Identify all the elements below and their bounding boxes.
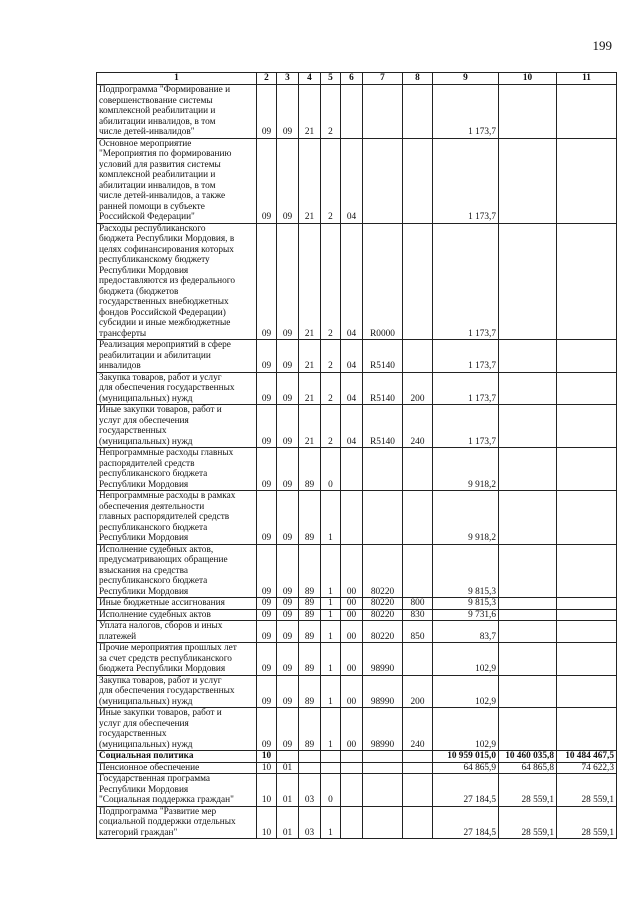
table-row xyxy=(97,598,617,610)
amount-cell xyxy=(499,621,557,643)
code-cell: 10 xyxy=(257,806,277,839)
amount-cell xyxy=(557,643,617,676)
code-cell: 89 xyxy=(299,675,321,708)
column-header: 7 xyxy=(363,73,403,85)
table-row xyxy=(97,806,617,839)
table-row xyxy=(97,372,617,405)
row-name-cell: Непрограммные расходы главных распорядителей средств республиканского бюджета Республики Мордовия xyxy=(97,448,257,491)
code-cell: 00 xyxy=(341,544,363,598)
table-row xyxy=(97,340,617,373)
code-cell: 240 xyxy=(403,405,433,448)
code-cell xyxy=(363,491,403,545)
code-cell: 2 xyxy=(321,138,341,223)
code-cell xyxy=(341,85,363,139)
code-cell: 09 xyxy=(277,491,299,545)
code-cell: 04 xyxy=(341,405,363,448)
code-cell: 09 xyxy=(257,138,277,223)
amount-cell xyxy=(499,544,557,598)
code-cell: R5140 xyxy=(363,405,403,448)
code-cell: 98990 xyxy=(363,708,403,751)
code-cell xyxy=(299,762,321,774)
code-cell: 200 xyxy=(403,372,433,405)
code-cell xyxy=(403,762,433,774)
table-row xyxy=(97,774,617,807)
code-cell xyxy=(403,643,433,676)
code-cell: 00 xyxy=(341,643,363,676)
code-cell: 1 xyxy=(321,609,341,621)
row-name-cell: Исполнение судебных актов xyxy=(97,609,257,621)
code-cell xyxy=(341,806,363,839)
amount-cell: 9 815,3 xyxy=(433,544,499,598)
amount-cell xyxy=(557,223,617,340)
code-cell xyxy=(403,806,433,839)
amount-cell xyxy=(499,643,557,676)
code-cell: 80220 xyxy=(363,544,403,598)
code-cell xyxy=(341,751,363,763)
code-cell xyxy=(363,448,403,491)
amount-cell: 28 559,1 xyxy=(557,806,617,839)
amount-cell: 10 959 015,0 xyxy=(433,751,499,763)
code-cell: 04 xyxy=(341,223,363,340)
code-cell: 09 xyxy=(257,643,277,676)
amount-cell: 9 918,2 xyxy=(433,448,499,491)
code-cell: 09 xyxy=(277,448,299,491)
code-cell: 00 xyxy=(341,621,363,643)
code-cell: 01 xyxy=(277,762,299,774)
amount-cell xyxy=(557,138,617,223)
code-cell xyxy=(403,491,433,545)
code-cell: 21 xyxy=(299,85,321,139)
code-cell: 00 xyxy=(341,708,363,751)
code-cell xyxy=(363,806,403,839)
code-cell: 21 xyxy=(299,223,321,340)
amount-cell xyxy=(499,448,557,491)
amount-cell: 64 865,8 xyxy=(499,762,557,774)
column-header: 2 xyxy=(257,73,277,85)
code-cell xyxy=(403,544,433,598)
amount-cell: 1 173,7 xyxy=(433,340,499,373)
code-cell: 04 xyxy=(341,138,363,223)
amount-cell: 9 918,2 xyxy=(433,491,499,545)
code-cell: 98990 xyxy=(363,643,403,676)
code-cell xyxy=(321,751,341,763)
code-cell: 09 xyxy=(257,708,277,751)
column-header: 3 xyxy=(277,73,299,85)
table-row xyxy=(97,491,617,545)
code-cell: 09 xyxy=(257,372,277,405)
code-cell: 09 xyxy=(257,85,277,139)
code-cell xyxy=(363,85,403,139)
code-cell: 2 xyxy=(321,405,341,448)
amount-cell xyxy=(557,372,617,405)
column-header: 10 xyxy=(499,73,557,85)
code-cell: 1 xyxy=(321,643,341,676)
code-cell: 21 xyxy=(299,138,321,223)
row-name-cell: Уплата налогов, сборов и иных платежей xyxy=(97,621,257,643)
code-cell xyxy=(341,774,363,807)
code-cell: R5140 xyxy=(363,372,403,405)
code-cell xyxy=(299,751,321,763)
column-header: 5 xyxy=(321,73,341,85)
code-cell: 09 xyxy=(277,643,299,676)
amount-cell: 1 173,7 xyxy=(433,405,499,448)
table-row xyxy=(97,448,617,491)
code-cell: 10 xyxy=(257,751,277,763)
amount-cell: 1 173,7 xyxy=(433,223,499,340)
code-cell xyxy=(321,762,341,774)
amount-cell xyxy=(499,372,557,405)
amount-cell xyxy=(499,405,557,448)
table-row xyxy=(97,643,617,676)
amount-cell xyxy=(557,675,617,708)
code-cell: 09 xyxy=(277,544,299,598)
code-cell: 2 xyxy=(321,85,341,139)
code-cell: 09 xyxy=(257,340,277,373)
code-cell: 98990 xyxy=(363,675,403,708)
amount-cell xyxy=(499,708,557,751)
table-row xyxy=(97,138,617,223)
code-cell: 89 xyxy=(299,598,321,610)
amount-cell xyxy=(557,448,617,491)
amount-cell: 28 559,1 xyxy=(499,774,557,807)
amount-cell: 28 559,1 xyxy=(557,774,617,807)
code-cell xyxy=(341,762,363,774)
code-cell xyxy=(403,85,433,139)
amount-cell: 9 815,3 xyxy=(433,598,499,610)
table-row xyxy=(97,85,617,139)
row-name-cell: Иные бюджетные ассигнования xyxy=(97,598,257,610)
code-cell: 09 xyxy=(257,448,277,491)
code-cell: 09 xyxy=(257,621,277,643)
code-cell: 09 xyxy=(277,223,299,340)
code-cell: 09 xyxy=(257,609,277,621)
code-cell xyxy=(363,751,403,763)
code-cell: 01 xyxy=(277,774,299,807)
code-cell xyxy=(403,340,433,373)
table-row xyxy=(97,544,617,598)
code-cell: 09 xyxy=(257,491,277,545)
code-cell: 200 xyxy=(403,675,433,708)
code-cell: 09 xyxy=(277,85,299,139)
column-header: 4 xyxy=(299,73,321,85)
code-cell: 09 xyxy=(257,544,277,598)
amount-cell: 83,7 xyxy=(433,621,499,643)
code-cell: 03 xyxy=(299,806,321,839)
code-cell xyxy=(363,774,403,807)
row-name-cell: Иные закупки товаров, работ и услуг для обеспечения государственных (муниципальных) нужд xyxy=(97,708,257,751)
code-cell xyxy=(341,491,363,545)
row-name-cell: Реализация мероприятий в сфере реабилитации и абилитации инвалидов xyxy=(97,340,257,373)
table-row xyxy=(97,405,617,448)
code-cell: 03 xyxy=(299,774,321,807)
code-cell: 09 xyxy=(257,598,277,610)
code-cell: 0 xyxy=(321,774,341,807)
code-cell xyxy=(403,751,433,763)
amount-cell xyxy=(499,223,557,340)
code-cell: 00 xyxy=(341,675,363,708)
code-cell: 00 xyxy=(341,598,363,610)
code-cell: 2 xyxy=(321,372,341,405)
code-cell: 00 xyxy=(341,609,363,621)
code-cell: 240 xyxy=(403,708,433,751)
amount-cell xyxy=(557,609,617,621)
amount-cell xyxy=(499,340,557,373)
table-row xyxy=(97,621,617,643)
code-cell: 80220 xyxy=(363,621,403,643)
code-cell: 89 xyxy=(299,448,321,491)
amount-cell xyxy=(499,598,557,610)
code-cell: 10 xyxy=(257,774,277,807)
column-header: 1 xyxy=(97,73,257,85)
amount-cell: 27 184,5 xyxy=(433,806,499,839)
code-cell: 2 xyxy=(321,340,341,373)
amount-cell: 74 622,3 xyxy=(557,762,617,774)
code-cell: 09 xyxy=(277,609,299,621)
amount-cell: 102,9 xyxy=(433,675,499,708)
amount-cell xyxy=(557,544,617,598)
amount-cell: 1 173,7 xyxy=(433,85,499,139)
row-name-cell: Социальная политика xyxy=(97,751,257,763)
amount-cell xyxy=(499,491,557,545)
row-name-cell: Пенсионное обеспечение xyxy=(97,762,257,774)
header-row xyxy=(97,73,617,85)
code-cell: 09 xyxy=(277,598,299,610)
row-name-cell: Исполнение судебных актов, предусматривающих обращение взыскания на средства республиканского бюджета Республики Мордовия xyxy=(97,544,257,598)
table-row xyxy=(97,762,617,774)
row-name-cell: Подпрограмма "Развитие мер социальной поддержки отдельных категорий граждан" xyxy=(97,806,257,839)
code-cell: 1 xyxy=(321,598,341,610)
table-row xyxy=(97,751,617,763)
amount-cell xyxy=(499,675,557,708)
code-cell: 09 xyxy=(277,405,299,448)
amount-cell: 28 559,1 xyxy=(499,806,557,839)
code-cell xyxy=(403,223,433,340)
amount-cell xyxy=(557,405,617,448)
code-cell xyxy=(403,138,433,223)
amount-cell xyxy=(557,598,617,610)
amount-cell: 27 184,5 xyxy=(433,774,499,807)
code-cell: 1 xyxy=(321,491,341,545)
amount-cell: 1 173,7 xyxy=(433,138,499,223)
row-name-cell: Закупка товаров, работ и услуг для обеспечения государственных (муниципальных) нужд xyxy=(97,372,257,405)
budget-table xyxy=(96,72,617,839)
code-cell: 09 xyxy=(257,223,277,340)
code-cell xyxy=(277,751,299,763)
code-cell: 89 xyxy=(299,643,321,676)
column-header: 9 xyxy=(433,73,499,85)
code-cell xyxy=(363,138,403,223)
column-header: 8 xyxy=(403,73,433,85)
code-cell: 2 xyxy=(321,223,341,340)
row-name-cell: Государственная программа Республики Мордовия "Социальная поддержка граждан" xyxy=(97,774,257,807)
table-row xyxy=(97,675,617,708)
table-row xyxy=(97,708,617,751)
code-cell: 09 xyxy=(277,708,299,751)
amount-cell: 64 865,9 xyxy=(433,762,499,774)
code-cell: 89 xyxy=(299,544,321,598)
code-cell: 850 xyxy=(403,621,433,643)
amount-cell: 102,9 xyxy=(433,708,499,751)
code-cell: 89 xyxy=(299,609,321,621)
code-cell: 80220 xyxy=(363,609,403,621)
row-name-cell: Непрограммные расходы в рамках обеспечения деятельности главных распорядителей средств республиканского бюджета Республики Мордовия xyxy=(97,491,257,545)
code-cell: 04 xyxy=(341,372,363,405)
amount-cell: 10 460 035,8 xyxy=(499,751,557,763)
amount-cell: 102,9 xyxy=(433,643,499,676)
code-cell: 1 xyxy=(321,544,341,598)
code-cell: 89 xyxy=(299,708,321,751)
amount-cell xyxy=(557,491,617,545)
amount-cell xyxy=(499,609,557,621)
code-cell: 21 xyxy=(299,372,321,405)
code-cell: 80220 xyxy=(363,598,403,610)
code-cell xyxy=(403,448,433,491)
amount-cell xyxy=(557,708,617,751)
table-body xyxy=(97,85,617,839)
code-cell: 1 xyxy=(321,708,341,751)
code-cell: R0000 xyxy=(363,223,403,340)
code-cell: 10 xyxy=(257,762,277,774)
page-number: 199 xyxy=(592,38,612,53)
row-name-cell: Закупка товаров, работ и услуг для обеспечения государственных (муниципальных) нужд xyxy=(97,675,257,708)
column-header: 11 xyxy=(557,73,617,85)
code-cell: 800 xyxy=(403,598,433,610)
code-cell: 09 xyxy=(277,340,299,373)
code-cell xyxy=(341,448,363,491)
amount-cell xyxy=(499,85,557,139)
code-cell: 01 xyxy=(277,806,299,839)
column-header: 6 xyxy=(341,73,363,85)
code-cell: 0 xyxy=(321,448,341,491)
amount-cell: 1 173,7 xyxy=(433,372,499,405)
code-cell: 09 xyxy=(277,138,299,223)
amount-cell: 9 731,6 xyxy=(433,609,499,621)
amount-cell xyxy=(557,340,617,373)
amount-cell: 10 484 467,5 xyxy=(557,751,617,763)
code-cell xyxy=(403,774,433,807)
code-cell: 04 xyxy=(341,340,363,373)
code-cell: 21 xyxy=(299,405,321,448)
amount-cell xyxy=(557,621,617,643)
code-cell: 830 xyxy=(403,609,433,621)
row-name-cell: Прочие мероприятия прошлых лет за счет средств республиканского бюджета Республики Мордовия xyxy=(97,643,257,676)
code-cell: 1 xyxy=(321,675,341,708)
code-cell xyxy=(363,762,403,774)
code-cell: 09 xyxy=(277,675,299,708)
code-cell: 1 xyxy=(321,621,341,643)
code-cell: R5140 xyxy=(363,340,403,373)
amount-cell xyxy=(499,138,557,223)
code-cell: 21 xyxy=(299,340,321,373)
code-cell: 1 xyxy=(321,806,341,839)
code-cell: 09 xyxy=(277,372,299,405)
table-row xyxy=(97,609,617,621)
amount-cell xyxy=(557,85,617,139)
row-name-cell: Подпрограмма "Формирование и совершенствование системы комплексной реабилитации и абилитации инвалидов, в том числе детей-инвалидов" xyxy=(97,85,257,139)
code-cell: 09 xyxy=(257,405,277,448)
code-cell: 89 xyxy=(299,621,321,643)
row-name-cell: Расходы республиканского бюджета Республики Мордовия, в целях софинансирования которых республиканскому бюджету Республики Мордовия предоставляются из федерального бюджета (бюджетов государственных внебюджетных фондов Российской Федерации) субсидии и иные межбюджетные трансферты xyxy=(97,223,257,340)
code-cell: 09 xyxy=(257,675,277,708)
code-cell: 89 xyxy=(299,491,321,545)
row-name-cell: Основное мероприятие "Мероприятия по формированию условий для развития системы комплексной реабилитации и абилитации инвалидов, в том числе детей-инвалидов, а также ранней помощи в субъекте Российской Федерации" xyxy=(97,138,257,223)
code-cell: 09 xyxy=(277,621,299,643)
table-row xyxy=(97,223,617,340)
row-name-cell: Иные закупки товаров, работ и услуг для обеспечения государственных (муниципальных) нужд xyxy=(97,405,257,448)
